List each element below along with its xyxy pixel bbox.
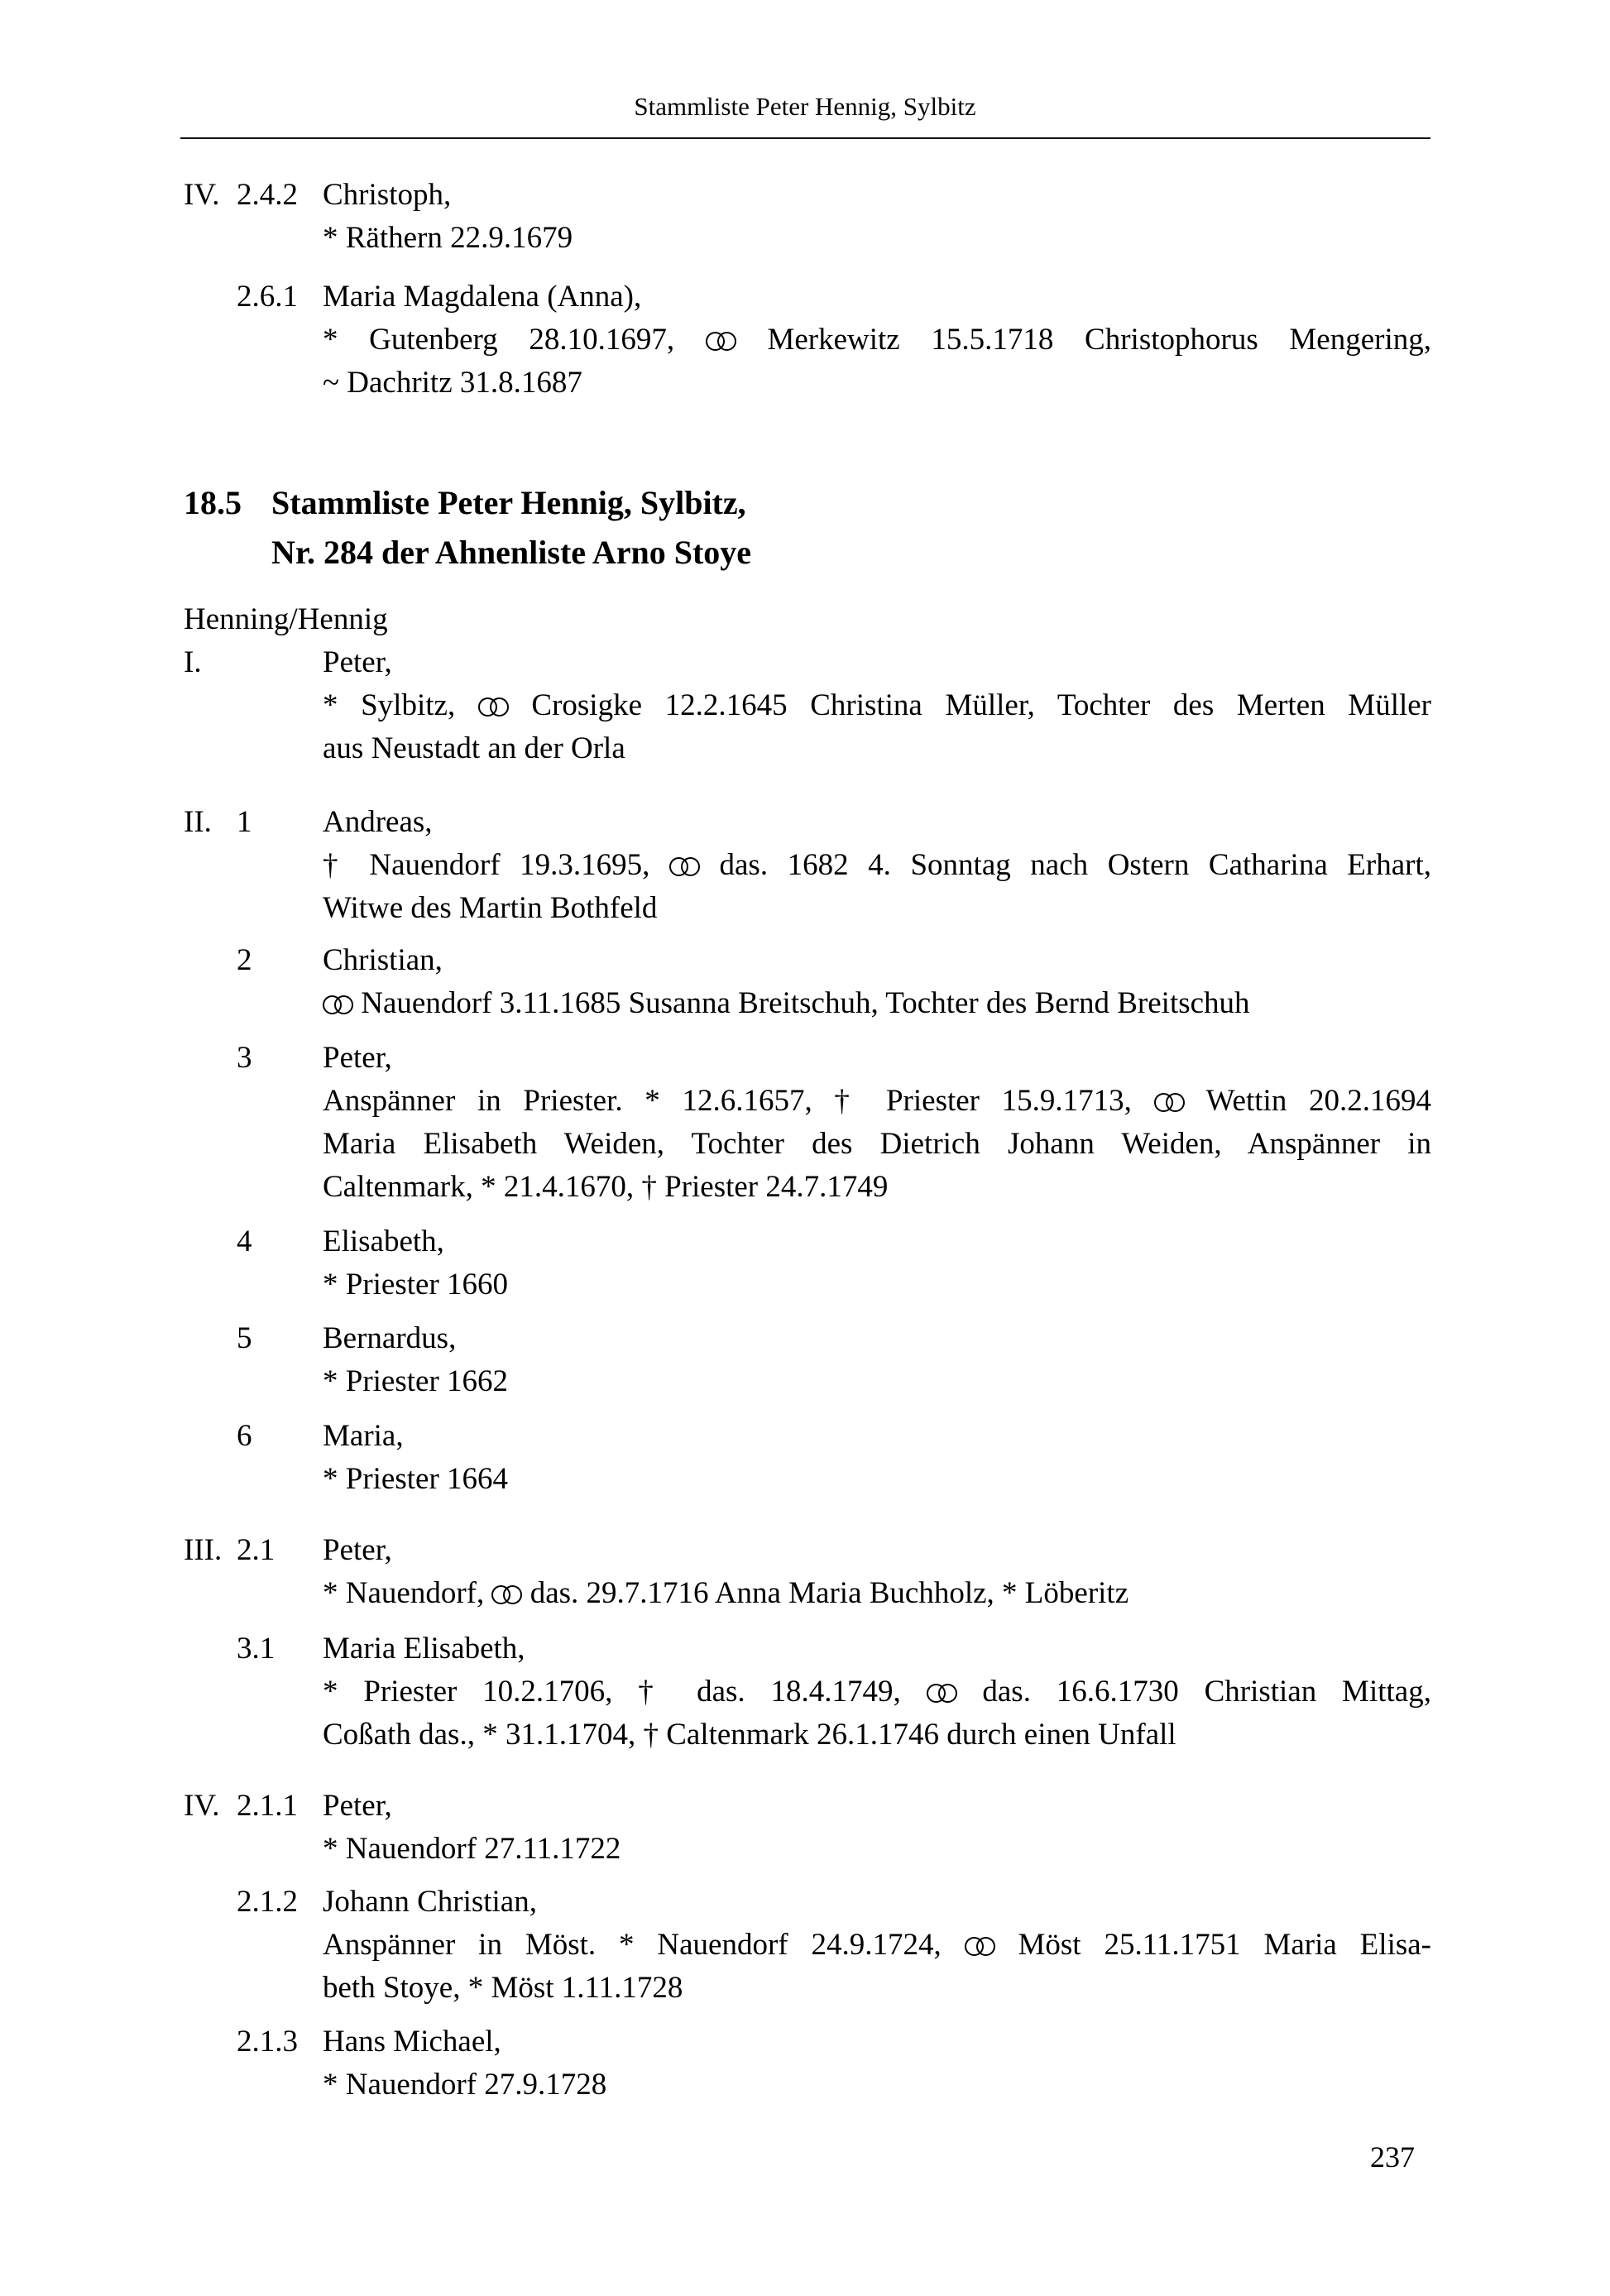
- entry-ii-3: [184, 1037, 1431, 1209]
- entry-iv-2-1-1: [184, 1785, 1431, 1871]
- person-name-line: Johann Christian,: [323, 1885, 537, 1919]
- detail-line: Caltenmark, * 21.4.1670, † Priester 24.7.1749: [323, 1170, 889, 1204]
- section-heading: [184, 478, 1431, 578]
- person-name-line: Maria Elisabeth,: [323, 1632, 525, 1666]
- marriage-symbol-icon: [1154, 1093, 1185, 1113]
- page-content: [184, 174, 1431, 2107]
- person-name-line: Bernardus,: [323, 1321, 457, 1355]
- entry-number: 4: [237, 1225, 252, 1258]
- entry-2-6-1: [184, 276, 1431, 405]
- entry-number: 2.1.2: [237, 1885, 298, 1919]
- entry-roman: IV.: [184, 178, 220, 212]
- person-name-line: Christian,: [323, 943, 443, 977]
- detail-line: * Priester 10.2.1706, † das. 18.4.1749, das. 16.6.1730 Christian Mittag,: [323, 1675, 1431, 1709]
- detail-line: beth Stoye, * Möst 1.11.1728: [323, 1971, 683, 2005]
- entry-number: 2.4.2: [237, 178, 298, 212]
- entry-number: 2.6.1: [237, 280, 298, 314]
- entry-roman: [184, 2020, 237, 2107]
- entry-roman: [184, 1220, 237, 1306]
- detail-line: * Räthern 22.9.1679: [323, 221, 573, 255]
- entry-iv-2-1-2: [184, 1881, 1431, 2010]
- family-name-line: Henning/Hennig: [184, 602, 388, 636]
- entry-number: 6: [237, 1419, 252, 1453]
- entry-ii-2: [184, 939, 1431, 1025]
- entry-roman: IV.: [184, 1789, 220, 1823]
- entry-ii-5: [184, 1317, 1431, 1403]
- entry-number: 2.1.1: [237, 1789, 298, 1823]
- person-name-line: Maria,: [323, 1419, 404, 1453]
- section-title-line2: Nr. 284 der Ahnenliste Arno Stoye: [271, 534, 752, 571]
- detail-line: * Priester 1664: [323, 1462, 509, 1496]
- detail-line: * Gutenberg 28.10.1697, Merkewitz 15.5.1718 Christophorus Mengering,: [323, 323, 1431, 357]
- entry-roman: [184, 1037, 237, 1209]
- entry-number: 1: [237, 805, 252, 839]
- header-rule: [180, 137, 1430, 139]
- marriage-symbol-icon: [706, 332, 736, 352]
- entry-iii-2-1: [184, 1529, 1431, 1615]
- detail-line: aus Neustadt an der Orla: [323, 731, 625, 765]
- entry-roman: [184, 276, 237, 405]
- entry-roman: [184, 1881, 237, 2010]
- entry-i: [184, 641, 1431, 770]
- person-name-line: Maria Magdalena (Anna),: [323, 280, 642, 314]
- entry-number: 2.1.3: [237, 2025, 298, 2059]
- entry-ii-6: [184, 1415, 1431, 1501]
- detail-line: ~ Dachritz 31.8.1687: [323, 366, 582, 400]
- entry-ii-1: [184, 801, 1431, 930]
- person-name-line: Elisabeth,: [323, 1225, 444, 1258]
- person-name-line: Peter,: [323, 645, 392, 679]
- person-name-line: Peter,: [323, 1789, 392, 1823]
- detail-line: Anspänner in Priester. * 12.6.1657, † Priester 15.9.1713, Wettin 20.2.1694: [323, 1084, 1431, 1118]
- person-name-line: Andreas,: [323, 805, 433, 839]
- detail-line: * Priester 1662: [323, 1364, 509, 1398]
- detail-line: Coßath das., * 31.1.1704, † Caltenmark 26.1.1746 durch einen Unfall: [323, 1718, 1176, 1752]
- detail-line: Nauendorf 3.11.1685 Susanna Breitschuh, Tochter des Bernd Breitschuh: [323, 982, 1431, 1025]
- section-number: 18.5: [184, 484, 242, 521]
- person-name-line: Hans Michael,: [323, 2025, 501, 2059]
- person-name-line: Christoph,: [323, 178, 452, 212]
- entry-number: 2.1: [237, 1533, 276, 1567]
- detail-line: * Nauendorf 27.11.1722: [323, 1832, 621, 1866]
- marriage-symbol-icon: [965, 1937, 995, 1957]
- entry-roman: II.: [184, 805, 212, 839]
- entry-number: 3: [237, 1041, 252, 1075]
- entry-roman: III.: [184, 1533, 223, 1567]
- entry-roman: [184, 1317, 237, 1403]
- entry-number: 3.1: [237, 1632, 276, 1666]
- entry-ii-4: [184, 1220, 1431, 1306]
- entry-roman: [184, 1415, 237, 1501]
- marriage-symbol-icon: [323, 995, 353, 1015]
- entry-number: 2: [237, 943, 252, 977]
- detail-line: † Nauendorf 19.3.1695, das. 1682 4. Sonntag nach Ostern Catharina Erhart,: [323, 848, 1431, 882]
- running-header: Stammliste Peter Hennig, Sylbitz: [634, 92, 976, 121]
- marriage-symbol-icon: [669, 857, 700, 877]
- entry-roman: [184, 939, 237, 1025]
- person-name-line: Peter,: [323, 1041, 392, 1075]
- entry-iv-2-4-2: [184, 174, 1431, 260]
- detail-line: * Nauendorf, das. 29.7.1716 Anna Maria Buchholz, * Löberitz: [323, 1576, 1129, 1610]
- detail-line: Maria Elisabeth Weiden, Tochter des Dietrich Johann Weiden, Anspänner in: [323, 1127, 1431, 1161]
- detail-line: Anspänner in Möst. * Nauendorf 24.9.1724, Möst 25.11.1751 Maria Elisa-: [323, 1928, 1431, 1962]
- entry-roman: I.: [184, 645, 202, 679]
- page-number: 237: [1370, 2140, 1415, 2174]
- person-name-line: Peter,: [323, 1533, 392, 1567]
- marriage-symbol-icon: [927, 1684, 957, 1704]
- entry-iv-2-1-3: [184, 2020, 1431, 2107]
- detail-line: * Nauendorf 27.9.1728: [323, 2068, 607, 2102]
- marriage-symbol-icon: [478, 697, 509, 717]
- entry-number: [237, 641, 323, 770]
- detail-line: Witwe des Martin Bothfeld: [323, 891, 658, 925]
- entry-number: 5: [237, 1321, 252, 1355]
- entry-roman: [184, 1627, 237, 1757]
- entry-iii-3-1: [184, 1627, 1431, 1757]
- detail-line: * Priester 1660: [323, 1268, 509, 1301]
- detail-line: * Sylbitz, Crosigke 12.2.1645 Christina Müller, Tochter des Merten Müller: [323, 688, 1431, 722]
- marriage-symbol-icon: [491, 1585, 522, 1605]
- section-title-line1: Stammliste Peter Hennig, Sylbitz,: [271, 484, 746, 521]
